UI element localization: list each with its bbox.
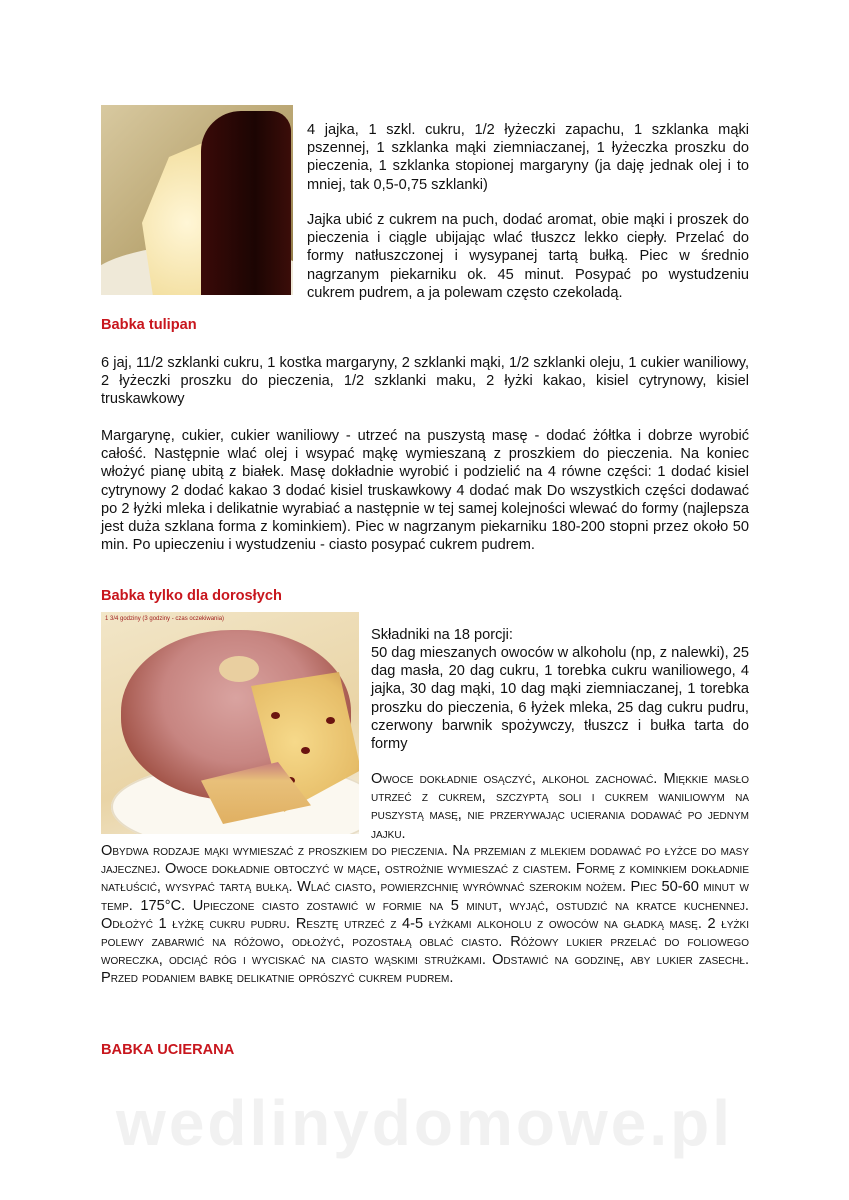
site-watermark: wedlinydomowe.pl [116, 1087, 733, 1159]
babka-ucierana-heading: BABKA UCIERANA [101, 1042, 235, 1058]
cake-slice-photo [101, 105, 293, 295]
babka-dorosli-ingredients: 50 dag mieszanych owoców w alkoholu (np, z nalewki), 25 dag masła, 20 dag cukru, 1 torebka cukru waniliowego, 4 jajka, 30 dag mąki, 10 dag mąki ziemniaczanej, 1 torebka proszku do pieczenia, 6 łyżek mleka, 25 dag cukru pudru, czerwony barwnik spożywczy, tłuszcz i bułka tarta do formy [371, 645, 750, 753]
babka-dorosli-servings: Składniki na 18 porcji: [371, 627, 513, 643]
fruit-piece [271, 712, 280, 719]
babka-dorosli-method: Obydwa rodzaje mąki wymieszać z proszkiem do pieczenia. Na przemian z mlekiem dodawać po łyżce do masy jajecznej. Owoce dokładnie obtoczyć w mące, ostrożnie wymieszać z ciastem. Formę z kominkiem dokładnie natłuścić, wysypać tartą bułką. Wlać ciasto, powierzchnię wyrównać szerokim nożem. Piec 50-60 minut w temp. 175°C. Upieczone ciasto zostawić w formie na 5 minut, wyjąć, ostudzić na kratce kuchennej. Odłożyć 1 łyżkę cukru pudru. Resztę utrzeć z 4-5 łyżkami alkoholu z owoców na gładką masę. 2 łyżki polewy zabarwić na różowo, odłożyć, pozostałą oblać ciasto. Różowy lukier przelać do foliowego woreczka, odciąć róg i wyciskać na ciasto wąskimi strużkami. Odstawić na godzinę, aby lukier zasechł. Przed podaniem babkę delikatnie oprószyć cukrem pudrem. [101, 843, 749, 987]
fruit-piece [326, 717, 335, 724]
babka-tulipan-method: Margarynę, cukier, cukier waniliowy - utrzeć na puszystą masę - dodać żółtka i dobrze wyrobić całość. Następnie wlać olej i wsypać mąkę wymieszaną z proszkiem do pieczenia. Na koniec włożyć pianę ubitą z białek. Masę dokładnie wyrobić i podzielić na 4 równe części: 1 dodać kisiel cytrynowy 2 dodać kakao 3 dodać kisiel truskawkowy 4 dodać mak Do wszystkich części dodawać po 2 łyżki mleka i delikatnie wyrabiać a następnie w tej samej kolejności wlewać do formy (najlepsza jest duża szklana forma z kominkiem). Piec w nagrzanym piekarniku 180-200 stopni przez około 50 min. Po upieczeniu i wystudzeniu - ciasto posypać cukrem pudrem. [101, 428, 749, 554]
babka-tulipan-ingredients: 6 jaj, 11/2 szklanki cukru, 1 kostka margaryny, 2 szklanki mąki, 1/2 szklanki oleju, 1 cukier waniliowy, 2 łyżeczki proszku do pieczenia, 1/2 szklanki maku, 2 łyżki kakao, kisiel cytrynowy, kisiel truskawkowy [101, 355, 749, 408]
babka-tulipan-heading: Babka tulipan [101, 317, 197, 333]
top-recipe-ingredients: 4 jajka, 1 szkl. cukru, 1/2 łyżeczki zapachu, 1 szklanka mąki pszennej, 1 szklanka mąki ziemniaczanej, 1 łyżeczka proszku do pieczenia, 1 szklanka stopionej margaryny (ja daję jednak olej i to mniej, tak 0,5-0,75 szklanki) [307, 122, 749, 193]
chocolate-glaze-shape [201, 111, 291, 295]
fruit-piece [301, 747, 310, 754]
top-recipe-method: Jajka ubić z cukrem na puch, dodać aromat, obie mąki i proszek do pieczenia i ciągle ubijając wlać tłuszcz lekko ciepły. Przelać do formy natłuszczonej i wysypanej tartą bułką. Piec w średnio nagrzanym piekarniku ok. 45 minut. Posypać po wystudzeniu cukrem pudrem, a ja polewam często czekoladą. [307, 212, 749, 301]
bundt-cake-photo [101, 612, 359, 834]
cake-center-hole [219, 656, 259, 682]
babka-dorosli-heading: Babka tylko dla dorosłych [101, 588, 282, 604]
babka-dorosli-method-side: Owoce dokładnie osączyć, alkohol zachować. Miękkie masło utrzeć z cukrem, szczyptą soli i cukrem waniliowym na puszystą masę, nie przerywając ucierania dodawać po jednym jajku. [371, 771, 749, 842]
photo-time-label: 1 3/4 godziny (3 godziny - czas oczekiwania) [105, 616, 225, 622]
